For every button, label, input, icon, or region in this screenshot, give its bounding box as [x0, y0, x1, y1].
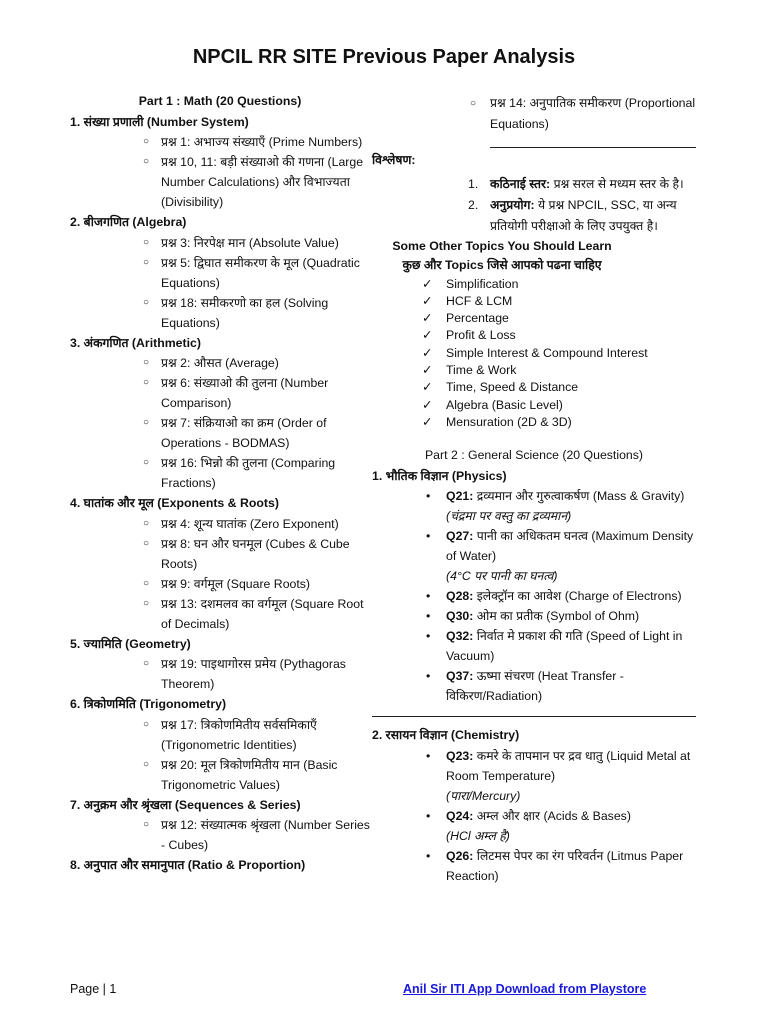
item-text: प्रश्न 9: वर्गमूल (Square Roots)	[161, 576, 311, 591]
divider	[490, 147, 696, 148]
point-label: अनुप्रयोग:	[490, 197, 535, 212]
list-item	[70, 815, 370, 855]
question-item	[372, 666, 702, 706]
circle-bullet-icon: ○	[143, 296, 150, 308]
item-text: प्रश्न 10, 11: बड़ी संख्याओ की गणना (Large Number Calculations) और विभाज्यता (Divisibility)	[161, 155, 364, 209]
item-text: प्रश्न 4: शून्य घातांक (Zero Exponent)	[161, 516, 339, 531]
circle-bullet-icon: ○	[143, 417, 150, 428]
list-item	[70, 755, 370, 795]
topic-text: Simple Interest & Compound Interest	[446, 345, 648, 360]
item-text: प्रश्न 18: समीकरणो का हल (Solving Equations)	[161, 295, 329, 330]
item-text: प्रश्न 16: भिन्नो की तुलना (Comparing Fractions)	[161, 456, 336, 490]
item-text: प्रश्न 8: घन और घनमूल (Cubes & Cube Roots)	[161, 536, 350, 571]
question-number: Q32:	[446, 629, 474, 644]
checkmark-icon: ✓	[422, 380, 433, 395]
item-text: प्रश्न 7: संक्रियाओ का क्रम (Order of Operations - BODMAS)	[161, 416, 327, 450]
question-text: लिटमस पेपर का रंग परिवर्तन (Litmus Paper Reaction)	[446, 848, 684, 883]
bullet-icon: •	[426, 609, 431, 624]
page-number: Page | 1	[70, 982, 117, 996]
question-number: Q37:	[446, 669, 474, 684]
topic-item	[372, 379, 702, 396]
physics-list	[372, 486, 702, 706]
circle-bullet-icon: ○	[143, 156, 150, 167]
topic-item	[372, 276, 702, 293]
analysis-point	[372, 174, 698, 195]
topic-text: Percentage	[446, 311, 509, 326]
item-text: प्रश्न 6: संख्याओ की तुलना (Number Comparison)	[161, 376, 329, 410]
bullet-icon: •	[426, 489, 431, 504]
list-item	[70, 574, 370, 594]
question-text: ऊष्मा संचरण (Heat Transfer - विकिरण/Radiation)	[446, 669, 624, 704]
circle-bullet-icon: ○	[143, 758, 150, 770]
question-item	[372, 626, 702, 666]
question-text: पानी का अधिकतम घनत्व (Maximum Density of Water)	[446, 529, 694, 564]
number-marker: 2.	[468, 197, 479, 212]
other-topics-heading: Some Other Topics You Should Learn	[392, 238, 612, 253]
question-text: इलेक्ट्रॉन का आवेश (Charge of Electrons)	[473, 589, 682, 604]
item-text: प्रश्न 2: औसत (Average)	[161, 356, 279, 370]
point-text: ये प्रश्न NPCIL, SSC, या अन्य प्रतियोगी परीक्षाओ के लिए उपयुक्त है।	[490, 197, 677, 233]
question-item	[372, 606, 702, 626]
number-marker: 1.	[468, 176, 479, 191]
circle-bullet-icon: ○	[143, 718, 150, 730]
section-heading: 4. घातांक और मूल (Exponents & Roots)	[70, 496, 279, 510]
section-heading: 8. अनुपात और समानुपात (Ratio & Proportion)	[70, 858, 306, 872]
question-item	[372, 806, 702, 846]
question-item	[372, 486, 702, 526]
section-heading: 1. संख्या प्रणाली (Number System)	[70, 114, 249, 129]
checkmark-icon: ✓	[422, 311, 433, 326]
chemistry-list	[372, 746, 702, 886]
circle-bullet-icon: ○	[143, 658, 150, 669]
question-item	[372, 526, 702, 586]
topic-text: Time & Work	[446, 362, 517, 377]
checkmark-icon: ✓	[422, 397, 433, 412]
question-number: Q27:	[446, 529, 474, 544]
question-number: Q26:	[446, 848, 474, 863]
part1-heading: Part 1 : Math (20 Questions)	[138, 94, 302, 108]
list-item	[70, 132, 370, 152]
topic-item	[372, 345, 702, 362]
topic-text: Time, Speed & Distance	[446, 380, 579, 395]
question-item	[372, 846, 702, 886]
item-text: प्रश्न 13: दशमलव का वर्गमूल (Square Root of Decimals)	[161, 596, 364, 631]
question-note: (पारा/Mercury)	[446, 788, 521, 803]
math-sections	[70, 112, 370, 876]
topic-text: Algebra (Basic Level)	[446, 397, 563, 412]
right-column	[372, 93, 702, 886]
topic-item	[372, 327, 702, 344]
circle-bullet-icon: ○	[143, 517, 150, 529]
question-note: (चंद्रमा पर वस्तु का द्रव्यमान)	[446, 509, 572, 524]
section-heading: 5. ज्यामिति (Geometry)	[70, 636, 191, 651]
topic-item	[372, 414, 702, 431]
question-note: (HCl अम्ल है)	[446, 828, 510, 843]
bullet-icon: •	[426, 748, 431, 763]
list-item	[70, 654, 370, 694]
question-note: (4°C पर पानी का घनत्व)	[446, 569, 558, 584]
item-text: प्रश्न 17: त्रिकोणमितीय सर्वसमिकाएँ (Trigonometric Identities)	[161, 717, 317, 752]
list-item	[70, 233, 370, 253]
item-text: प्रश्न 12: संख्यात्मक श्रृंखला (Number Series - Cubes)	[161, 818, 370, 852]
other-topics-subheading: कुछ और Topics जिसे आपको पढना चाहिए	[402, 258, 602, 272]
circle-bullet-icon: ○	[143, 457, 150, 468]
bullet-icon: •	[426, 808, 431, 823]
circle-bullet-icon: ○	[143, 136, 150, 147]
item-text: प्रश्न 3: निरपेक्ष मान (Absolute Value)	[161, 235, 339, 250]
item-text: प्रश्न 1: अभाज्य संख्याएँ (Prime Numbers)	[161, 135, 363, 149]
topic-text: Mensuration (2D & 3D)	[446, 414, 572, 429]
question-item	[372, 746, 702, 806]
circle-bullet-icon: ○	[143, 577, 150, 589]
checkmark-icon: ✓	[422, 414, 433, 429]
section-heading: 3. अंकगणित (Arithmetic)	[70, 335, 201, 350]
topics-list	[372, 276, 702, 432]
circle-bullet-icon: ○	[143, 819, 150, 830]
circle-bullet-icon: ○	[143, 236, 150, 248]
topic-item	[372, 362, 702, 379]
circle-bullet-icon: ○	[143, 256, 150, 268]
question-text: ओम का प्रतीक (Symbol of Ohm)	[473, 609, 640, 624]
bullet-icon: •	[426, 589, 431, 604]
circle-bullet-icon: ○	[143, 377, 150, 388]
checkmark-icon: ✓	[422, 276, 433, 291]
circle-bullet-icon: ○	[143, 597, 150, 609]
circle-bullet-icon: ○	[470, 98, 477, 109]
section-heading: 6. त्रिकोणमिति (Trigonometry)	[70, 697, 227, 711]
app-download-link[interactable]: Anil Sir ITI App Download from Playstore	[403, 982, 647, 996]
checkmark-icon: ✓	[422, 293, 433, 308]
bullet-icon: •	[426, 669, 431, 684]
question-item	[372, 586, 702, 606]
bullet-icon: •	[426, 848, 431, 863]
section-heading: 7. अनुक्रम और श्रृंखला (Sequences & Series)	[70, 797, 301, 812]
checkmark-icon: ✓	[422, 362, 433, 377]
math-sections-continued	[372, 93, 702, 135]
question-text: अम्ल और क्षार (Acids & Bases)	[473, 808, 631, 823]
checkmark-icon: ✓	[422, 328, 433, 343]
question-number: Q28:	[446, 589, 474, 604]
topic-item	[372, 310, 702, 327]
question-text: निर्वात मे प्रकाश की गति (Speed of Light in Vacuum)	[446, 629, 683, 664]
topic-item	[372, 293, 702, 310]
item-text: प्रश्न 5: द्विघात समीकरण के मूल (Quadratic Equations)	[161, 255, 360, 290]
point-label: कठिनाई स्तर:	[490, 176, 551, 191]
topic-text: HCF & LCM	[446, 293, 513, 308]
question-number: Q24:	[446, 808, 474, 823]
list-item	[70, 534, 370, 574]
question-text: द्रव्यमान और गुरुत्वाकर्षण (Mass & Gravity)	[473, 489, 685, 504]
bullet-icon: •	[426, 629, 431, 644]
question-number: Q23:	[446, 748, 474, 763]
analysis-list	[372, 174, 702, 237]
list-item	[70, 715, 370, 755]
item-text: प्रश्न 19: पाइथागोरस प्रमेय (Pythagoras Theorem)	[161, 657, 346, 691]
topic-text: Profit & Loss	[446, 328, 516, 343]
list-item	[70, 453, 370, 493]
part2-heading: Part 2 : General Science (20 Questions)	[424, 448, 644, 463]
list-item	[70, 293, 370, 333]
list-item	[70, 514, 370, 534]
list-item	[70, 253, 370, 293]
analysis-heading: विश्लेषण:	[372, 153, 416, 167]
question-number: Q21:	[446, 489, 474, 504]
bullet-icon: •	[426, 529, 431, 544]
circle-bullet-icon: ○	[143, 537, 150, 549]
divider	[372, 716, 696, 717]
list-item	[70, 373, 370, 413]
list-item	[70, 413, 370, 453]
chemistry-heading: 2. रसायन विज्ञान (Chemistry)	[372, 728, 520, 743]
question-text: कमरे के तापमान पर द्रव धातु (Liquid Metal at Room Temperature)	[446, 748, 691, 783]
list-item	[70, 353, 370, 373]
item-text: प्रश्न 14: अनुपातिक समीकरण (Proportional Equations)	[490, 96, 696, 131]
list-item	[70, 594, 370, 634]
topic-item	[372, 397, 702, 414]
page-title: NPCIL RR SITE Previous Paper Analysis	[192, 46, 576, 68]
analysis-point	[372, 195, 698, 237]
list-item	[70, 152, 370, 212]
question-number: Q30:	[446, 609, 474, 624]
list-item	[372, 93, 702, 135]
point-text: प्रश्न सरल से मध्यम स्तर के है।	[550, 176, 684, 191]
checkmark-icon: ✓	[422, 345, 433, 360]
left-column	[70, 91, 370, 876]
circle-bullet-icon: ○	[143, 357, 150, 368]
item-text: प्रश्न 20: मूल त्रिकोणमितीय मान (Basic Trigonometric Values)	[161, 757, 338, 792]
section-heading: 2. बीजगणित (Algebra)	[70, 215, 187, 229]
topic-text: Simplification	[446, 276, 519, 291]
physics-heading: 1. भौतिक विज्ञान (Physics)	[372, 468, 507, 483]
